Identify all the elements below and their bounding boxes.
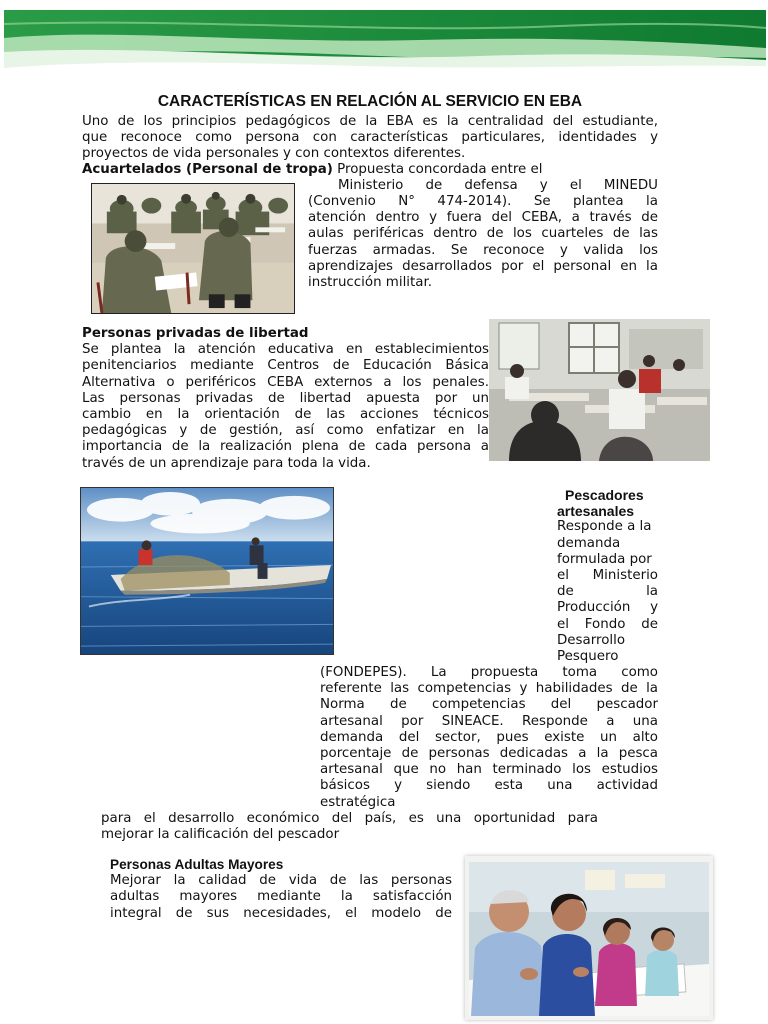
text-line: Se plantea la atención educativa en establecimientos [82, 342, 489, 358]
text-line: artesanal por SINEACE. Responde a una [320, 713, 658, 729]
text-line: instrucción militar. [308, 274, 432, 290]
text-line: aulas periféricas dentro de los cuarteles de las [308, 226, 658, 242]
mayores-section [110, 857, 452, 922]
text-line: aprendizajes desarrollados por el personal en la [308, 258, 658, 274]
pescadores-narrow-column [557, 487, 658, 665]
text-line: el Ministerio [557, 568, 658, 584]
privadas-section [82, 326, 489, 472]
text-line: integral de sus necesidades, el modelo de [110, 905, 452, 921]
acuartelados-heading-line [82, 162, 658, 178]
text-line: el Fondo de [557, 616, 658, 632]
text-line: que reconoce como persona con características particulares, identidades y [82, 130, 658, 146]
text-line: Mejorar la calidad de vida de las personas [110, 873, 452, 889]
pescadores-heading-2: artesanales [557, 503, 635, 520]
text-line: Responde a la [557, 519, 652, 535]
text-line: Uno de los principios pedagógicos de la EBA es la centralidad del estudiante, [82, 114, 658, 129]
text-line: importancia de la realización plena de cada persona a [82, 439, 489, 455]
text-line: fuerzas armadas. Se reconoce y valida los [308, 242, 658, 258]
text-line: porcentaje de personas dedicadas a la pesca [320, 745, 658, 761]
text-line: penitenciarios mediante Centros de Educación Básica [82, 358, 489, 374]
header-banner [0, 0, 768, 80]
pescadores-tail [101, 811, 598, 843]
text-line: Alternativa o periféricos CEBA externos a los penales. [82, 374, 489, 390]
text-line: Producción y [557, 600, 658, 616]
text-line: estratégica [320, 794, 396, 810]
elderly-class-photo [465, 856, 713, 1020]
text-line: Pesquero [557, 648, 619, 664]
text-line: cambio en la orientación de las acciones técnicos [82, 406, 489, 422]
pescadores-wide-column [320, 665, 658, 811]
text-line: Ministerio de defensa y el MINEDU [338, 178, 658, 193]
page-title: CARACTERÍSTICAS EN RELACIÓN AL SERVICIO EN EBA [157, 93, 583, 110]
text-line: pedagógicas y de gestión, así como enfatizar en la [82, 423, 489, 439]
text-line: de la [557, 584, 658, 600]
text-line: demanda [557, 535, 621, 551]
text-line: través de un aprendizaje para toda la vida. [82, 455, 371, 471]
privadas-heading: Personas privadas de libertad [82, 326, 309, 341]
text-line: básicos y siendo esta una actividad [320, 778, 658, 794]
text-line: (FONDEPES). La propuesta toma como [320, 665, 658, 680]
text-line: Las personas privadas de libertad apuesta por un [82, 390, 489, 406]
text-line: para el desarrollo económico del país, es una oportunidad para [101, 811, 598, 826]
text-line: proyectos de vida personales y con contextos diferentes. [82, 146, 466, 162]
text-line: atención dentro y fuera del CEBA, a través de [308, 210, 658, 226]
text-line: demanda del sector, pues existe un alto [320, 729, 658, 745]
text-line: (Convenio N° 474-2014). Se plantea la [308, 194, 658, 209]
fishermen-boat-photo [80, 487, 334, 655]
text-line: Desarrollo [557, 632, 626, 648]
pescadores-heading: Pescadores [565, 487, 644, 503]
soldiers-classroom-photo [91, 183, 295, 314]
intro-paragraph [82, 114, 658, 163]
acuartelados-paragraph-body [308, 194, 658, 291]
prison-classroom-photo [489, 319, 710, 461]
acuartelados-paragraph [338, 178, 658, 194]
text-line: artesanal que no han terminado los estudios [320, 762, 658, 778]
text-line: formulada por [557, 551, 652, 567]
text-line: Norma de competencias del pescador [320, 697, 658, 713]
acuartelados-heading: Acuartelados (Personal de tropa) [82, 162, 333, 177]
text-line: referente las competencias y habilidades de la [320, 681, 658, 697]
mayores-heading: Personas Adultas Mayores [110, 857, 284, 872]
text-line: adultas mayores mediante la satisfacción [110, 889, 452, 905]
acuartelados-lead: Propuesta concordada entre el [332, 162, 543, 177]
text-line: mejorar la calificación del pescador [101, 827, 340, 843]
